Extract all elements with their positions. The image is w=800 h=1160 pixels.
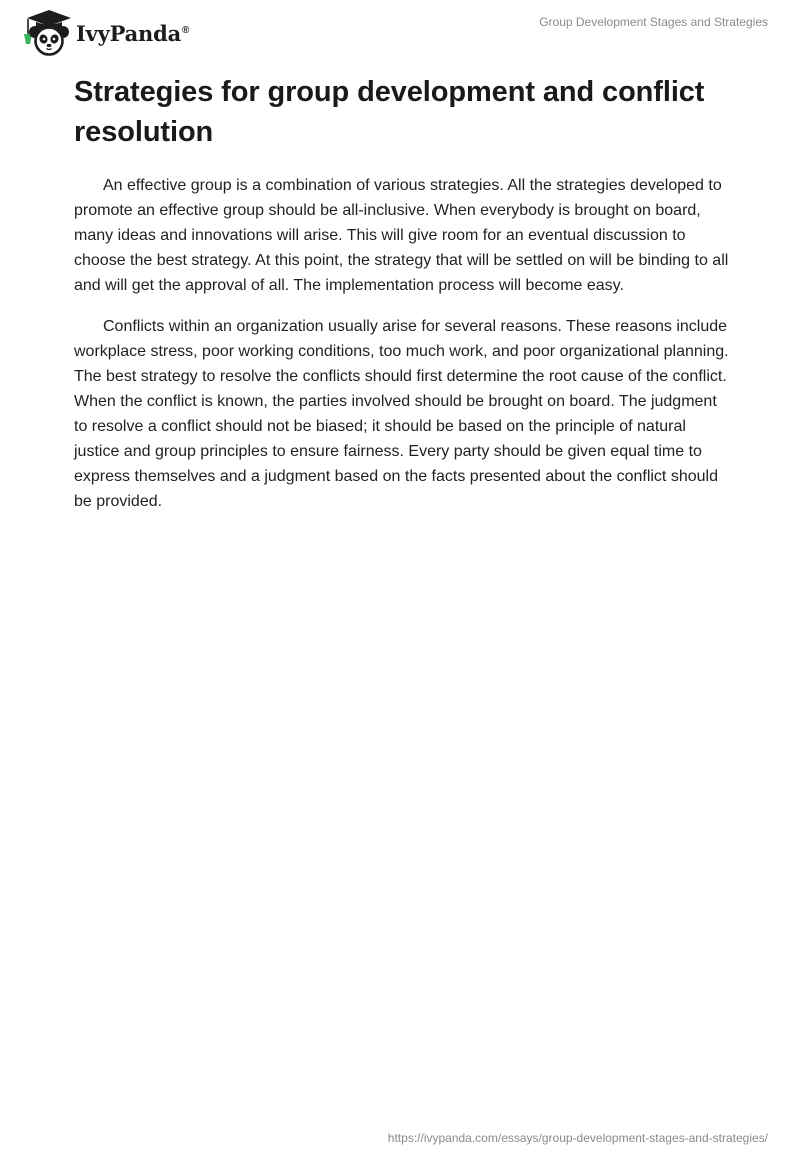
ivypanda-logo[interactable]: [16, 8, 189, 56]
source-url[interactable]: https://ivypanda.com/essays/group-development-stages-and-strategies/: [387, 1131, 768, 1145]
page-header: [0, 0, 800, 64]
article-body: [74, 72, 734, 514]
paragraph: An effective group is a combination of various strategies. All the strategies developed to promote an effective group should be all-inclusive. When everybody is brought on board, many ideas and innovations will arise. This will give room for an eventual discussion to choose the best strategy. At this point, the strategy that will be settled on will be binding to all and will get the approval of all. The implementation process will become easy.: [74, 177, 729, 294]
page-title: Strategies for group development and conflict resolution: [74, 76, 705, 148]
document-header-title: Group Development Stages and Strategies: [539, 15, 768, 29]
paragraph: Conflicts within an organization usually arise for several reasons. These reasons include workplace stress, poor working conditions, too much work, and poor organizational planning. The best strategy to resolve the conflicts should first determine the root cause of the conflict. When the conflict is known, the parties involved should be brought on board. The judgment to resolve a conflict should not be biased; it should be based on the principle of natural justice and group principles to ensure fairness. Every party should be given equal time to express themselves and a judgment based on the facts presented about the conflict should be provided.: [74, 318, 729, 510]
panda-graduate-icon: [16, 8, 74, 56]
registered-mark: ®: [182, 24, 190, 36]
logo-wordmark: IvyPanda®: [76, 20, 190, 46]
